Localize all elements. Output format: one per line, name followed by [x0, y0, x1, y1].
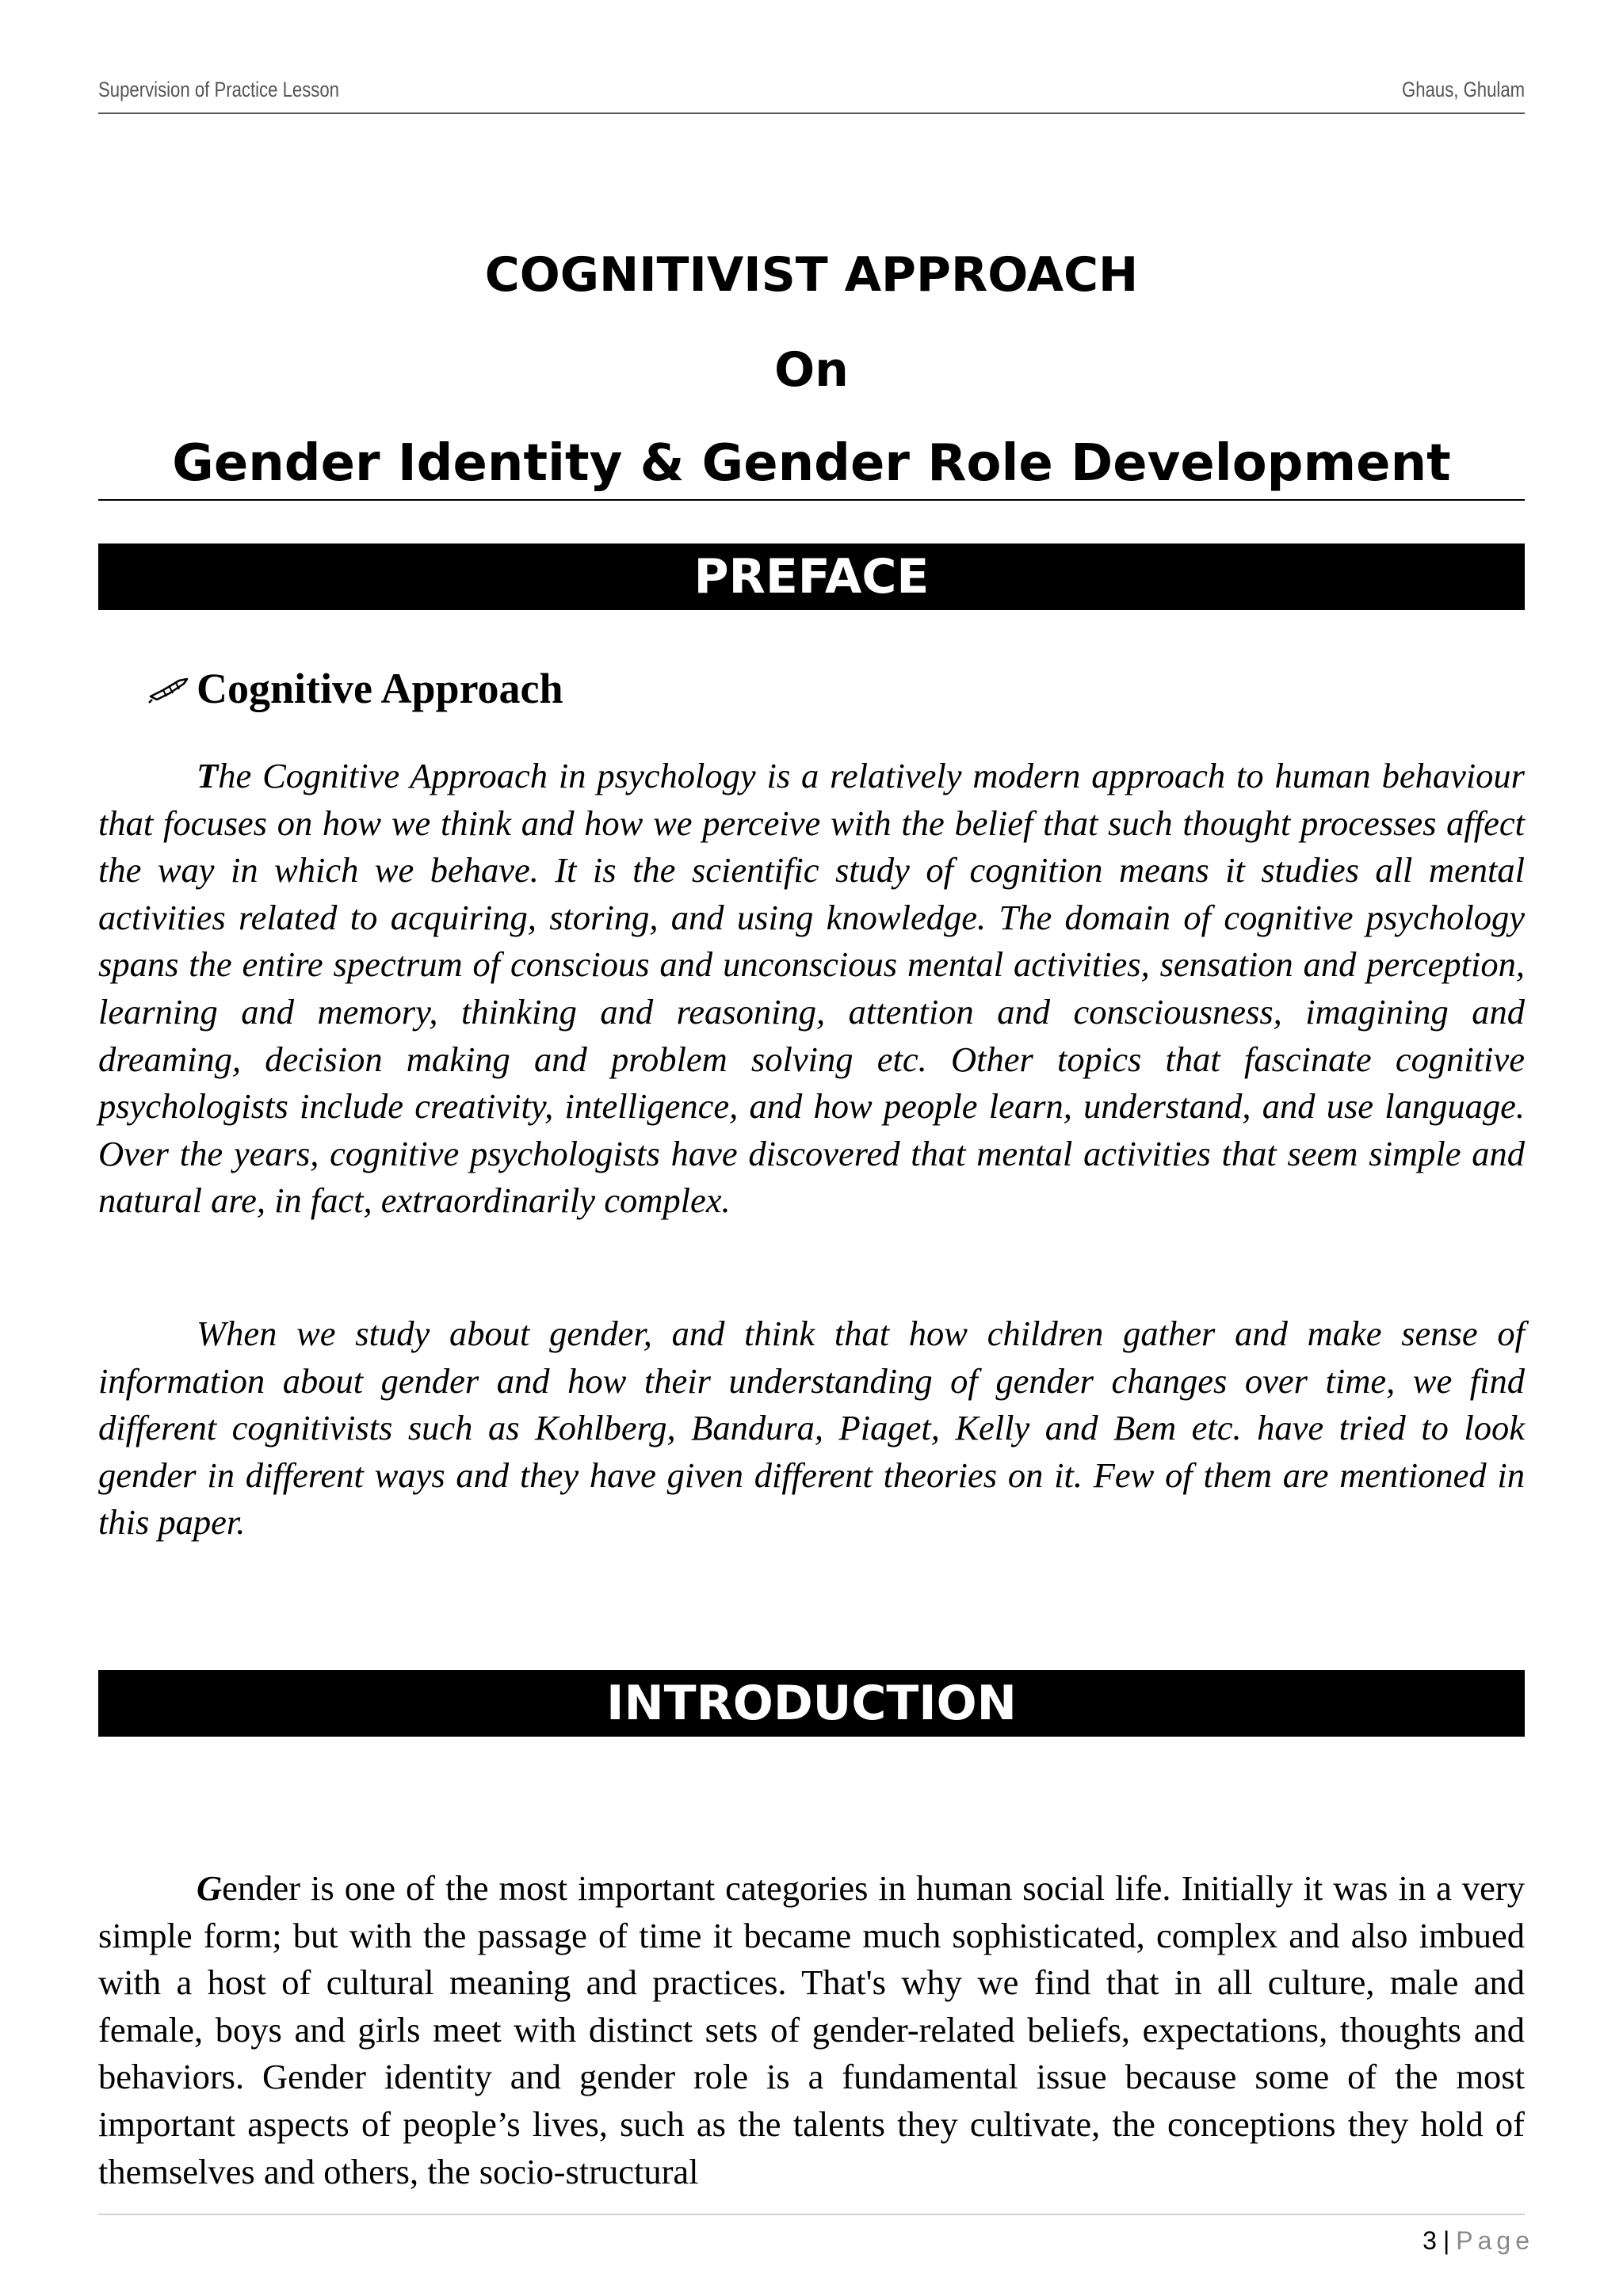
section-heading-introduction: INTRODUCTION: [98, 1670, 1525, 1737]
footer-divider: [98, 2214, 1525, 2215]
page-footer: [1423, 2226, 1534, 2256]
paragraph-cognitive-approach: [98, 753, 1525, 1225]
header-author: Ghaus, Ghulam: [1401, 78, 1525, 101]
document-title: COGNITIVIST APPROACH: [484, 247, 1139, 303]
paragraph-text: ender is one of the most important categories in human social life. Initially it was in a very simple form; but with the passage of time it became much sophisticated, complex and also imbued with a host of cultural meaning and practices. That's why we find that in all culture, male and female, boys and girls meet with distinct sets of gender-related beliefs, expectations, thoughts and behaviors. Gender identity and gender role is a fundamental issue because some of the most important aspects of people’s lives, such as the talents they cultivate, the conceptions they hold of themselves and others, the socio-structural: [98, 1868, 1525, 2191]
paragraph-text: he Cognitive Approach in psychology is a relatively modern approach to human behaviour that focuses on how we think and how we perceive with the belief that such thought processes affect the way in which we behave. It is the scientific study of cognition means it studies all mental activities related to acquiring, storing, and using knowledge. The domain of cognitive psychology spans the entire spectrum of conscious and unconscious mental activities, sensation and perception, learning and memory, thinking and reasoning, attention and consciousness, imagining and dreaming, decision making and problem solving etc. Other topics that fascinate cognitive psychologists include creativity, intelligence, and how people learn, understand, and use language. Over the years, cognitive psychologists have discovered that mental activities that seem simple and natural are, in fact, extraordinarily complex.: [98, 756, 1525, 1221]
drop-cap: G: [197, 1868, 223, 1908]
page-label: Page: [1456, 2226, 1534, 2255]
paragraph-gender-cognitivists: When we study about gender, and think that how children gather and make sense of information about gender and how their understanding of gender changes over time, we find different cognitivists such as Kohlberg, Bandura, Piaget, Kelly and Bem etc. have tried to look gender in different ways and they have given different theories on it. Few of them are mentioned in this paper.: [98, 1314, 1525, 1543]
subheading-text: Cognitive Approach: [197, 665, 563, 712]
document-title-connector: On: [774, 342, 849, 398]
title-divider: [98, 499, 1525, 501]
drop-cap: T: [197, 756, 219, 795]
page-separator: |: [1442, 2226, 1450, 2255]
subheading-cognitive-approach: [147, 664, 563, 713]
document-subtitle: Gender Identity & Gender Role Development: [172, 434, 1451, 493]
section-heading-preface: PREFACE: [98, 543, 1525, 610]
header-course-title: Supervision of Practice Lesson: [98, 78, 339, 101]
page-number: 3: [1423, 2226, 1437, 2255]
paragraph-introduction: [98, 1865, 1525, 2195]
running-header: [98, 73, 1525, 114]
writing-hand-icon: [147, 673, 192, 704]
